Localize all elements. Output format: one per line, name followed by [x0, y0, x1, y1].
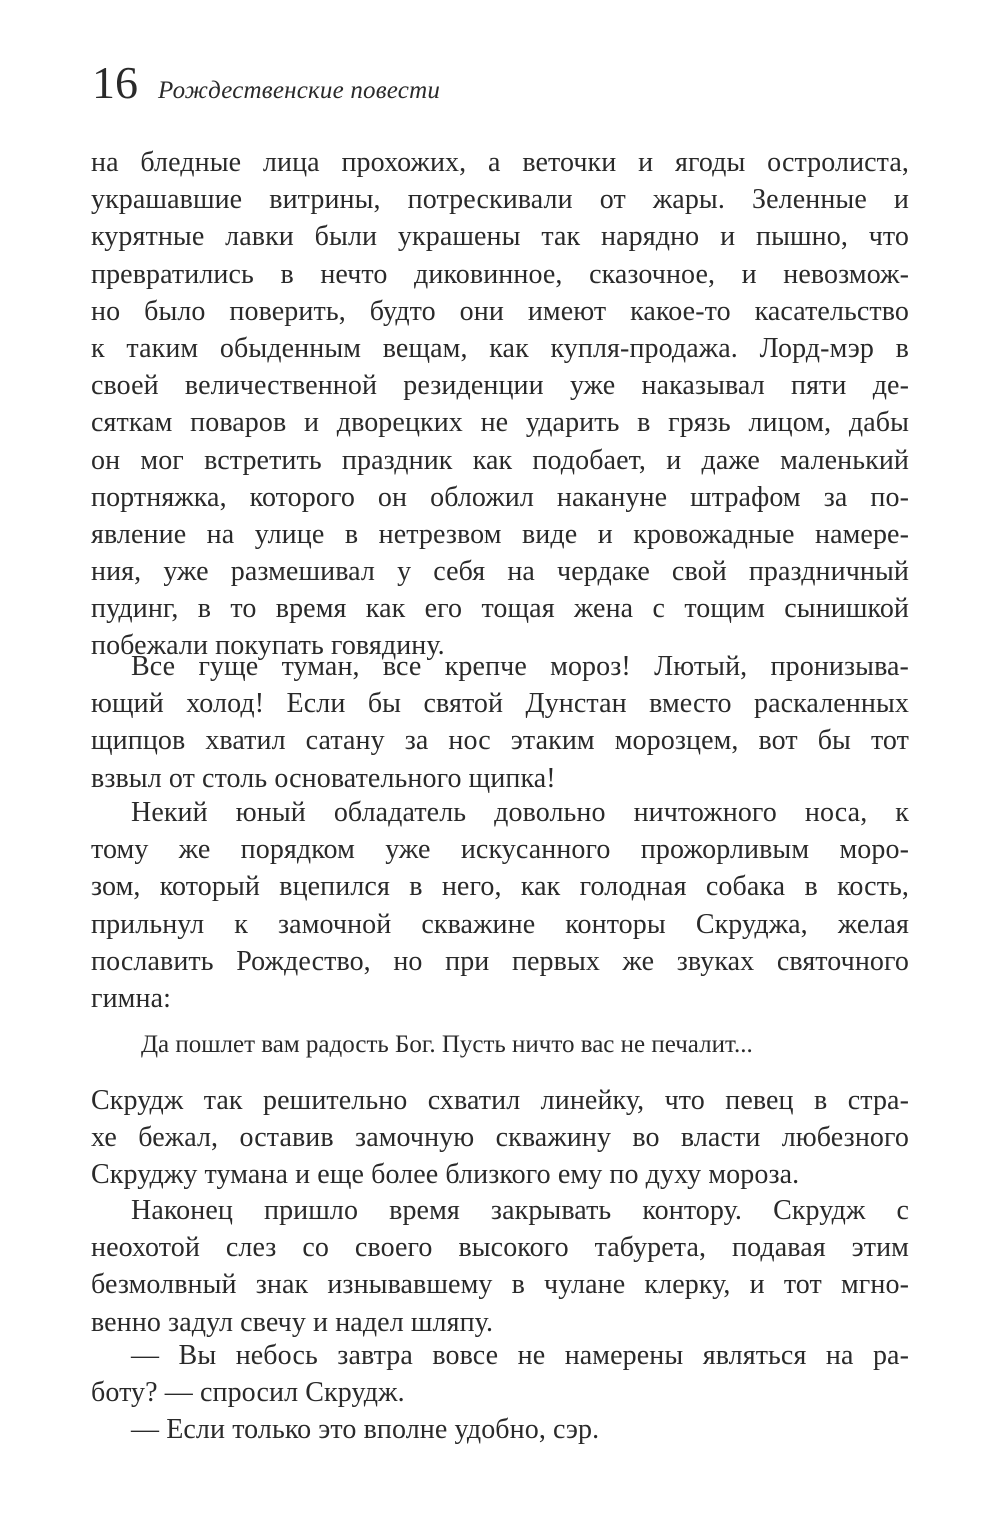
text-line: венно задул свечу и надел шляпу.: [91, 1306, 494, 1338]
text-line: хе бежал, оставив замочную скважину во власти любезного: [91, 1122, 909, 1154]
text-line: ния, уже размешивал у себя на чердаке свой праздничный: [91, 556, 909, 588]
dialogue-line: — Если только это вполне удобно, сэр.: [131, 1414, 600, 1446]
text-line: ющий холод! Если бы святой Дунстан вместо раскаленных: [91, 688, 909, 720]
text-line: Некий юный обладатель довольно ничтожного носа, к: [131, 797, 909, 828]
text-line: сяткам поваров и дворецких не ударить в грязь лицом, дабы: [91, 407, 909, 439]
paragraph: [91, 1192, 909, 1341]
text-line: к таким обыденным вещам, как купля-продажа. Лорд-мэр в: [91, 332, 909, 364]
text-line: своей величественной резиденции уже наказывал пяти де-: [91, 370, 909, 402]
dialogue: [91, 1337, 909, 1449]
text-line: превратились в нечто диковинное, сказочное, и невозмож-: [91, 258, 909, 290]
paragraph: [91, 144, 909, 665]
text-line: зом, который вцепился в него, как голодная собака в кость,: [91, 871, 909, 903]
text-line: украшавшие витрины, потрескивали от жары. Зеленные и: [91, 184, 909, 216]
running-title: Рождественские повести: [158, 77, 441, 104]
carol-quote: Да пошлет вам радость Бог. Пусть ничто вас не печалит...: [141, 1031, 753, 1058]
text-line: побежали покупать говядину.: [91, 630, 445, 662]
paragraph: [91, 648, 909, 797]
text-line: курятные лавки были украшены так нарядно и пышно, что: [91, 221, 909, 253]
text-line: он мог встретить праздник как подобает, и даже маленький: [91, 444, 909, 476]
text-line: прильнул к замочной скважине конторы Скруджа, желая: [91, 908, 909, 940]
text-line: Скрудж так решительно схватил линейку, что певец в стра-: [91, 1085, 909, 1116]
text-line: но было поверить, будто они имеют какое-то касательство: [91, 295, 909, 327]
page-number: 16: [92, 57, 138, 108]
running-head: [92, 57, 441, 108]
text-line: на бледные лица прохожих, а веточки и ягоды остролиста,: [91, 147, 909, 178]
text-line: гимна:: [91, 982, 171, 1014]
dialogue-line: боту? — спросил Скрудж.: [91, 1377, 405, 1409]
text-line: портняжка, которого он обложил накануне штрафом за по-: [91, 481, 909, 513]
text-line: пославить Рождество, но при первых же звуках святочного: [91, 945, 909, 977]
text-line: Наконец пришло время закрывать контору. Скрудж с: [131, 1195, 909, 1226]
text-line: тому же порядком уже искусанного прожорливым моро-: [91, 834, 909, 866]
paragraph: [91, 794, 909, 1017]
text-line: явление на улице в нетрезвом виде и кровожадные намере-: [91, 518, 909, 550]
text-line: щипцов хватил сатану за нос этаким морозцем, вот бы тот: [91, 725, 909, 757]
text-line: неохотой слез со своего высокого табурета, подавая этим: [91, 1232, 909, 1264]
text-line: пудинг, в то время как его тощая жена с тощим сынишкой: [91, 593, 909, 625]
text-line: безмолвный знак изнывавшему в чулане клерку, и тот мгно-: [91, 1269, 909, 1301]
dialogue-line: — Вы небось завтра вовсе не намерены являться на ра-: [131, 1340, 909, 1371]
text-line: Скруджу тумана и еще более близкого ему по духу мороза.: [91, 1159, 800, 1191]
paragraph: [91, 1082, 909, 1194]
text-line: Все гуще туман, все крепче мороз! Лютый, пронизыва-: [131, 651, 909, 682]
text-line: взвыл от столь основательного щипка!: [91, 762, 556, 794]
